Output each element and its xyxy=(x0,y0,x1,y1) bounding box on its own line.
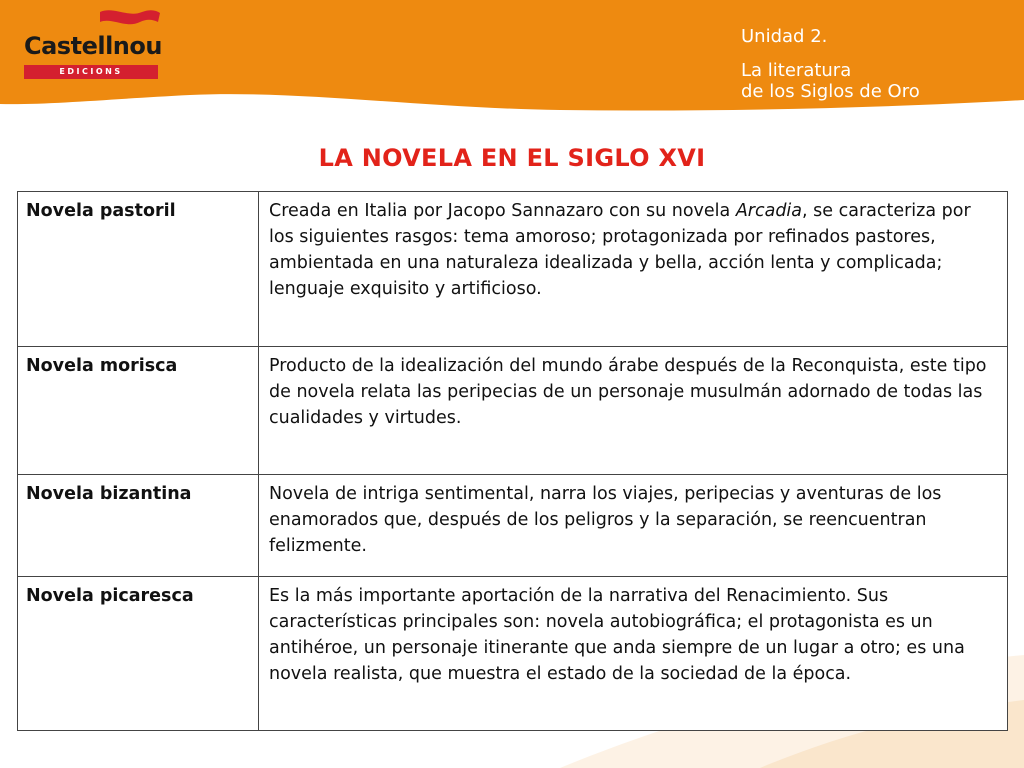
unit-subtitle-line2: de los Siglos de Oro xyxy=(741,81,920,102)
novel-description-cell: Producto de la idealización del mundo árabe después de la Reconquista, este tipo de novela relata las peripecias de un personaje musulmán adornado de todas las cualidades y virtudes. xyxy=(259,347,1008,475)
castellnou-logo xyxy=(22,8,162,78)
description-text: Creada en Italia por Jacopo Sannazaro con su novela xyxy=(269,201,736,221)
unit-title: Unidad 2. xyxy=(741,26,828,47)
novel-type-cell: Novela pastoril xyxy=(18,192,259,347)
novel-types-table xyxy=(17,191,1008,731)
novel-type-cell: Novela bizantina xyxy=(18,475,259,577)
work-title: Arcadia xyxy=(735,201,803,221)
table-row xyxy=(18,475,1008,577)
logo-wordmark: Castellnou xyxy=(24,32,162,60)
novel-description-cell xyxy=(259,192,1008,347)
table-row xyxy=(18,577,1008,731)
novel-type-cell: Novela picaresca xyxy=(18,577,259,731)
table-row xyxy=(18,192,1008,347)
novel-description-cell: Es la más importante aportación de la narrativa del Renacimiento. Sus características principales son: novela autobiográfica; el protagonista es un antihéroe, un personaje itinerante que anda siempre de un lugar a otro; es una novela realista, que muestra el estado de la sociedad de la época. xyxy=(259,577,1008,731)
description-text: , se caracteriza por los siguientes rasgos: tema amoroso; protagonizada por refinados pastores, ambientada en una naturaleza idealizada y bella, acción lenta y complicada; lenguaje exquisito y artificioso. xyxy=(269,201,971,299)
unit-subtitle-line1: La literatura xyxy=(741,60,852,81)
page-title: LA NOVELA EN EL SIGLO XVI xyxy=(318,144,706,172)
novel-description-cell: Novela de intriga sentimental, narra los viajes, peripecias y aventuras de los enamorados que, después de los peligros y la separación, se reencuentran felizmente. xyxy=(259,475,1008,577)
novel-type-cell: Novela morisca xyxy=(18,347,259,475)
logo-subtitle: EDICIONS xyxy=(24,65,158,79)
unit-info xyxy=(741,26,920,102)
table-row xyxy=(18,347,1008,475)
